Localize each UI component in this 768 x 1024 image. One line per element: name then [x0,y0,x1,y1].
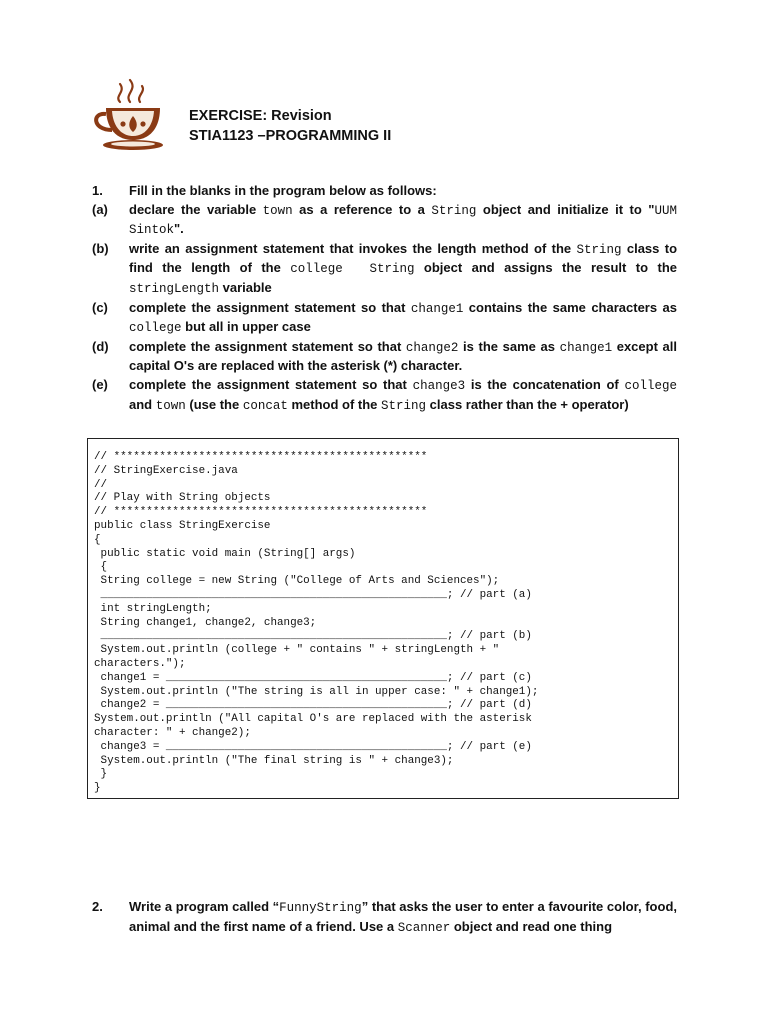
text-run: complete the assignment statement so that [129,338,406,354]
question-number: 2. [92,899,103,914]
code-line: change3 = ___________________________________________; // part (e) [94,740,532,753]
part-text [129,376,677,415]
code-line: { [94,533,101,546]
part-text [129,299,677,338]
code-line: System.out.println ("All capital O's are replaced with the asterisk [94,713,532,726]
part-text [129,240,677,299]
text-run: except all capital O's are replaced with the asterisk (*) character. [129,338,677,374]
code-line: characters."); [94,657,186,670]
part-a [92,201,677,240]
document-header [189,106,391,146]
text-run: but all in upper case [181,319,311,335]
code-line: System.out.println ("The string is all in upper case: " + change1); [94,685,539,698]
code-run: change1 [559,340,613,355]
code-run: town [155,398,186,413]
code-line: _____________________________________________________; // part (a) [94,588,532,601]
code-line: character: " + change2); [94,726,251,739]
code-line: { [94,561,108,574]
code-line: change2 = ___________________________________________; // part (d) [94,699,532,712]
text-run: object and read one thing [450,918,613,934]
code-line: public class StringExercise [94,519,271,532]
code-run: String [431,203,477,218]
code-run: String [576,242,622,257]
code-line: // ************************************************ [94,451,428,463]
code-line: _____________________________________________________; // part (b) [94,630,532,643]
part-label: (b) [92,240,109,256]
question-1-intro [92,182,677,201]
code-line: int stringLength; [94,602,212,615]
part-label: (d) [92,338,109,354]
code-line: // Play with String objects [94,492,271,505]
code-run: college String [290,262,415,277]
text-run: is the same as [458,338,560,354]
text-run: write an assignment statement that invokes the length method of the [129,240,577,256]
code-run: stringLength [129,281,220,296]
text-run: Write a program called “ [129,899,280,914]
code-line: // StringExercise.java [94,464,238,477]
question-intro: Fill in the blanks in the program below as follows: [129,183,437,198]
part-label: (e) [92,376,108,392]
code-line: } [94,768,108,781]
text-run: class rather than the + operator) [426,396,629,412]
text-run: method of the [287,396,382,412]
code-line: // ************************************************ [94,506,428,519]
text-run: is the concatenation of [465,376,625,392]
exercise-title: EXERCISE: Revision [189,108,332,124]
code-line: change1 = ___________________________________________; // part (c) [94,671,532,684]
question-2 [92,898,677,937]
text-run: and [129,396,156,412]
part-c [92,299,677,338]
text-run: as a reference to a [292,201,432,217]
course-title: STIA1123 –PROGRAMMING II [189,128,392,144]
text-run: variable [219,279,272,295]
code-line: } [94,782,101,795]
code-run: Scanner [397,920,451,935]
code-line: System.out.println (college + " contains " + stringLength + " [94,644,500,657]
text-run: contains the same characters as [463,299,677,315]
code-listing [94,451,538,796]
part-label: (a) [92,201,108,217]
question-2-row [92,898,677,937]
text-run: object and initialize it to " [476,201,655,217]
part-b [92,240,677,299]
text-run: object and assigns the result to the [414,260,677,276]
code-run: town [262,203,293,218]
code-run: change2 [405,340,459,355]
code-run: college [129,321,182,336]
code-run: change3 [412,378,466,393]
code-run: FunnyString [279,901,362,915]
code-line: // [94,478,108,491]
text-run: ". [174,221,184,237]
code-run: change1 [410,301,464,316]
text-run: complete the assignment statement so that [129,376,413,392]
part-d [92,338,677,376]
text-run: class to find the length of the [129,240,678,276]
question-1 [92,182,677,415]
code-run: concat [242,398,288,413]
part-e [92,376,677,415]
code-run: String [381,398,427,413]
code-line: String college = new String ("College of Arts and Sciences"); [94,575,500,588]
part-text [129,201,677,240]
code-line: String change1, change2, change3; [94,616,317,629]
code-listing-box [87,438,679,799]
code-line: public static void main (String[] args) [94,547,356,560]
text-run: (use the [185,396,243,412]
part-text [129,338,677,376]
teacup-icon [90,78,176,154]
code-run: college [624,378,677,393]
text-run: ” that asks the user to enter a favourite color, food, animal and the first name of a friend. Use a [129,899,677,934]
code-line: System.out.println ("The final string is " + change3); [94,754,454,767]
question-number: 1. [92,183,103,198]
code-run: UUM Sintok [129,203,677,238]
part-label: (c) [92,299,108,315]
text-run: declare the variable [129,201,263,217]
question-text [129,898,677,937]
text-run: complete the assignment statement so that [129,299,411,315]
